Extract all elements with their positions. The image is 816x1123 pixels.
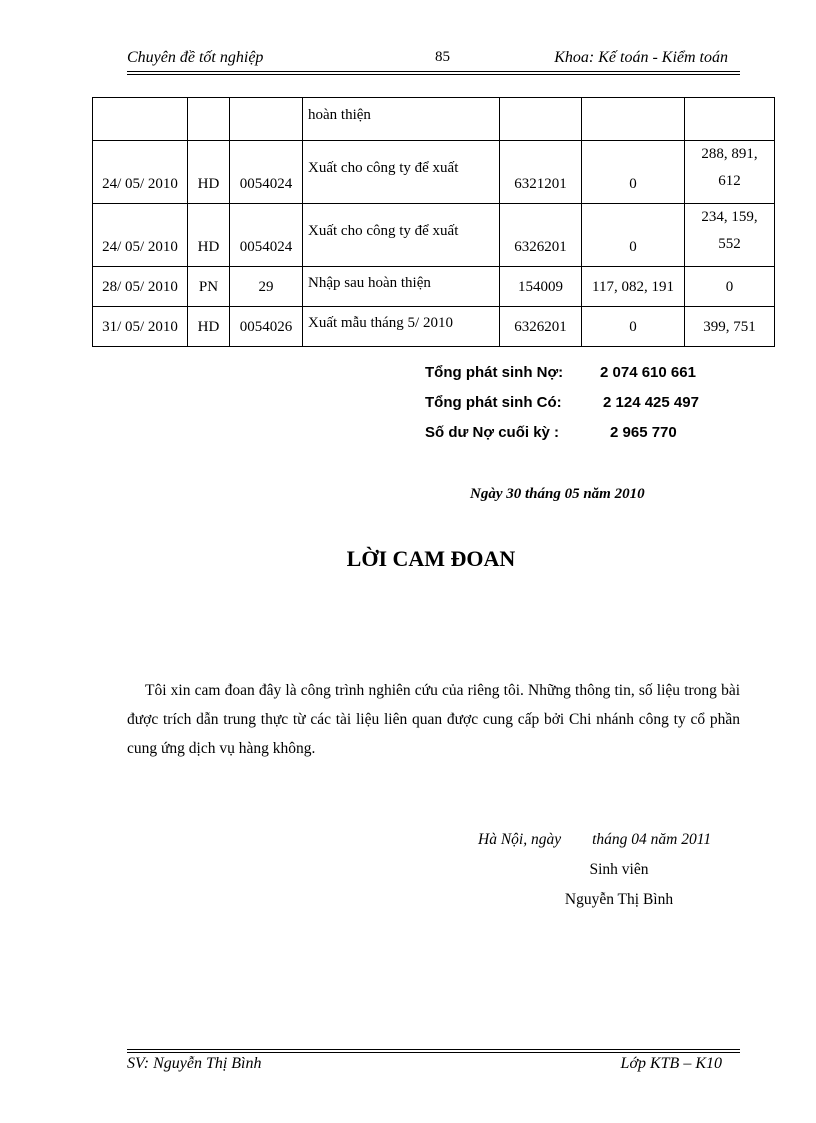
cell-doc-number: 0054026 (230, 307, 303, 347)
table-row (93, 141, 775, 204)
signature-name: Nguyễn Thị Bình (564, 891, 674, 908)
cell-doc-type: HD (188, 141, 230, 204)
cell-account: 154009 (500, 267, 582, 307)
cell-debit: 117, 082, 191 (582, 267, 685, 307)
cell-account: 6326201 (500, 204, 582, 267)
footer-rule (127, 1049, 740, 1050)
page-footer (127, 1055, 740, 1077)
cell-doc-type: PN (188, 267, 230, 307)
total-debit-label: Tổng phát sinh Nợ: (425, 364, 564, 381)
cell-date: 24/ 05/ 2010 (93, 204, 188, 267)
footer-left-text: SV: Nguyễn Thị Bình (127, 1055, 262, 1072)
header-rule (127, 71, 740, 72)
section-title: LỜI CAM ĐOAN (346, 546, 516, 571)
cell-debit: 0 (582, 307, 685, 347)
header-rule (127, 74, 740, 75)
report-date: Ngày 30 tháng 05 năm 2010 (470, 486, 645, 502)
cell-description: Xuất cho công ty để xuất (303, 141, 500, 204)
signature-role: Sinh viên (589, 861, 649, 878)
cell-doc-number: 0054024 (230, 141, 303, 204)
cell-description: hoàn thiện (303, 98, 500, 141)
cell-description: Xuất mẫu tháng 5/ 2010 (303, 307, 500, 347)
declaration-paragraph (127, 676, 740, 763)
cell-date: 28/ 05/ 2010 (93, 267, 188, 307)
page-header (127, 49, 740, 71)
ledger-table (92, 97, 775, 347)
total-credit-label: Tổng phát sinh Có: (425, 394, 562, 411)
closing-balance-label: Số dư Nợ cuối kỳ : (425, 424, 560, 441)
cell-doc-number: 29 (230, 267, 303, 307)
cell-credit: 288, 891, 612 (685, 141, 775, 204)
header-left-text: Chuyên đề tốt nghiệp (127, 49, 264, 66)
total-credit-value: 2 124 425 497 (603, 394, 699, 411)
table-row (93, 307, 775, 347)
cell-credit (685, 98, 775, 141)
cell-doc-type (188, 98, 230, 141)
cell-doc-number (230, 98, 303, 141)
table-row (93, 267, 775, 307)
cell-credit: 399, 751 (685, 307, 775, 347)
cell-doc-type: HD (188, 307, 230, 347)
signature-place-date: Hà Nội, ngày tháng 04 năm 2011 (478, 831, 712, 848)
footer-rule (127, 1052, 740, 1053)
footer-right-text: Lớp KTB – K10 (620, 1055, 722, 1072)
cell-date (93, 98, 188, 141)
cell-debit: 0 (582, 204, 685, 267)
cell-description: Xuất cho công ty để xuất (303, 204, 500, 267)
cell-credit: 234, 159, 552 (685, 204, 775, 267)
cell-account: 6326201 (500, 307, 582, 347)
total-debit-value: 2 074 610 661 (600, 364, 696, 381)
header-right-text: Khoa: Kế toán - Kiểm toán (554, 49, 728, 66)
table-row (93, 98, 775, 141)
cell-doc-number: 0054024 (230, 204, 303, 267)
cell-account: 6321201 (500, 141, 582, 204)
cell-debit: 0 (582, 141, 685, 204)
declaration-text: Tôi xin cam đoan đây là công trình nghiên cứu của riêng tôi. Những thông tin, số liệu trong bài được trích dẫn trung thực từ các tài liệu liên quan được cung cấp bởi Chi nhánh công ty cổ phần cung ứng dịch vụ hàng không. (127, 682, 740, 757)
signature-block (478, 825, 740, 915)
closing-balance-value: 2 965 770 (610, 424, 677, 441)
cell-doc-type: HD (188, 204, 230, 267)
cell-credit: 0 (685, 267, 775, 307)
cell-date: 31/ 05/ 2010 (93, 307, 188, 347)
cell-account (500, 98, 582, 141)
page-number: 85 (435, 49, 450, 65)
cell-date: 24/ 05/ 2010 (93, 141, 188, 204)
cell-debit (582, 98, 685, 141)
table-row (93, 204, 775, 267)
cell-description: Nhập sau hoàn thiện (303, 267, 500, 307)
